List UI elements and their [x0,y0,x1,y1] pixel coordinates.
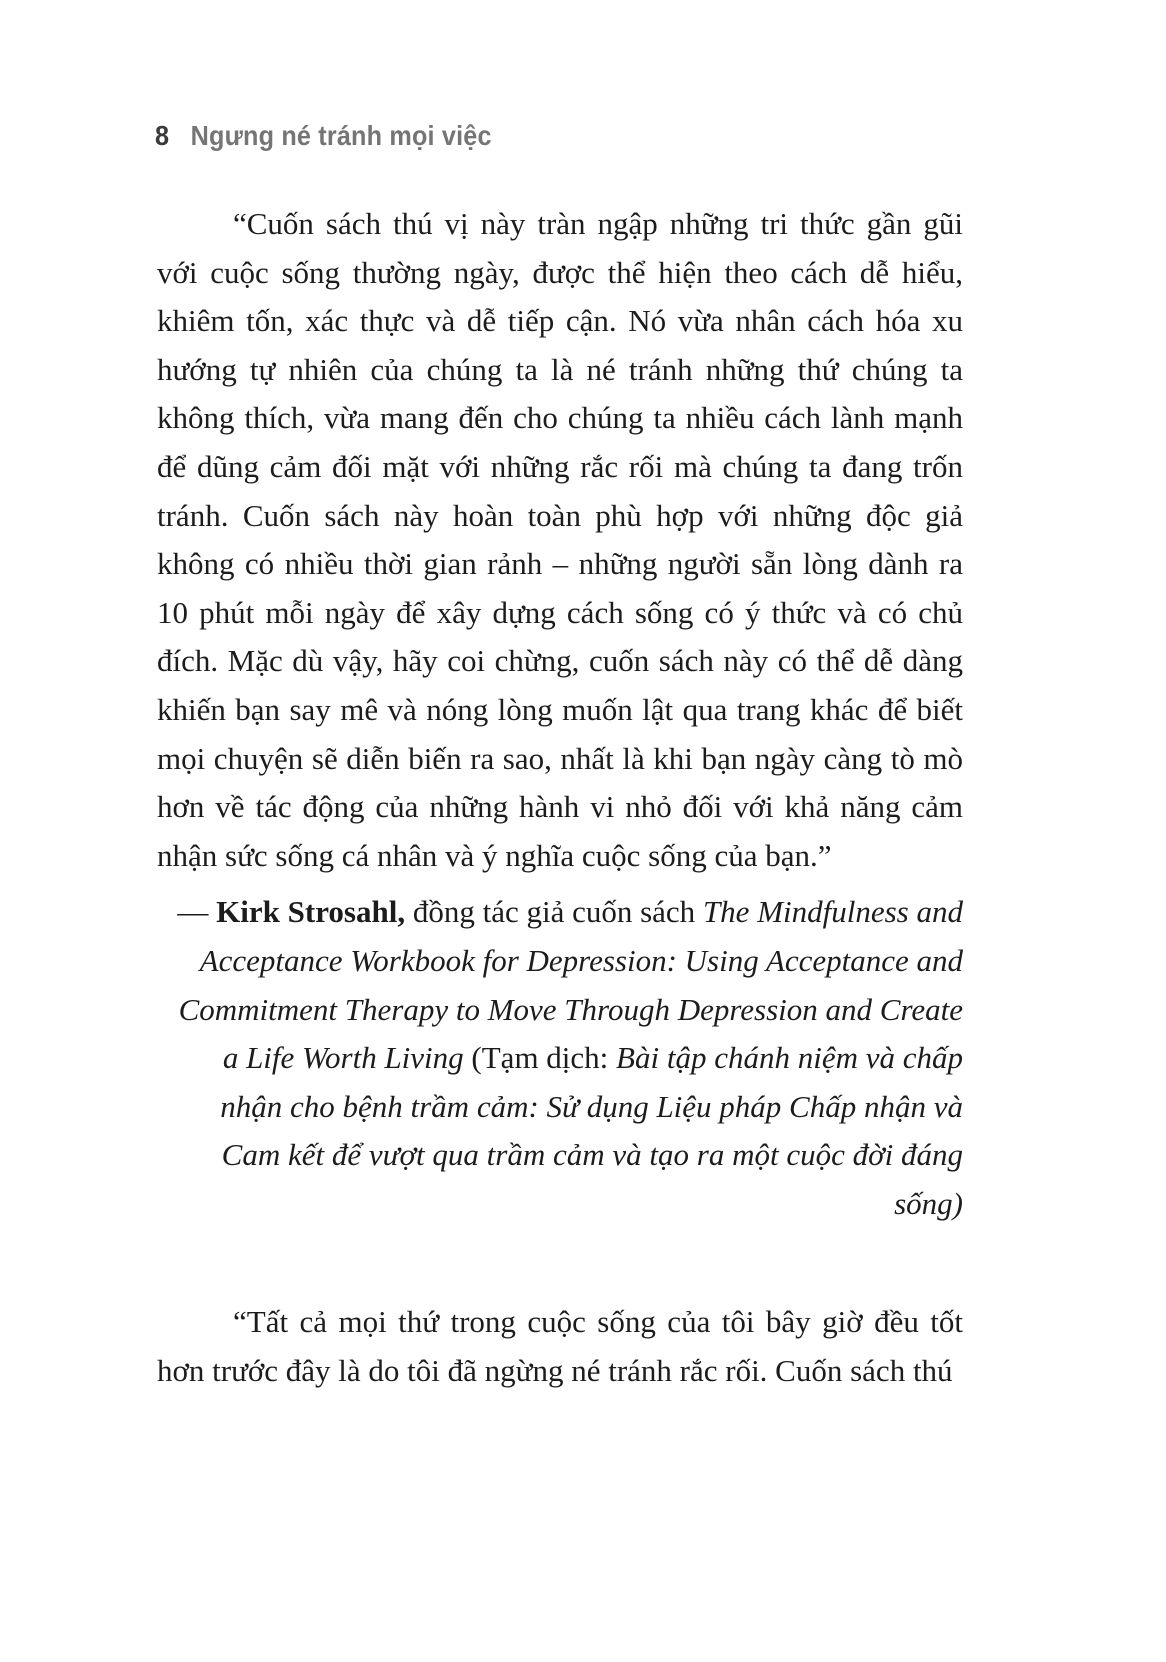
attribution-book-title-vietnamese: Bài tập chánh niệm và chấp nhận cho bệnh trầm cảm: Sử dụng Liệu pháp Chấp nhận và Cam kết để vượt qua trầm cảm và tạo ra một cuộc đời đáng sống) [220,1040,963,1221]
attribution-book-title-english: The Mindfulness and Acceptance Workbook for Depression: Using Acceptance and Commitment Therapy to Move Through Depression and Create a Life Worth Living [178,894,963,1076]
testimonial-1-quote: “Cuốn sách thú vị này tràn ngập những tri thức gần gũi với cuộc sống thường ngày, được thể hiện theo cách dễ hiểu, khiêm tốn, xác thực và dễ tiếp cận. Nó vừa nhân cách hóa xu hướng tự nhiên của chúng ta là né tránh những thứ chúng ta không thích, vừa mang đến cho chúng ta nhiều cách lành mạnh để dũng cảm đối mặt với những rắc rối mà chúng ta đang trốn tránh. Cuốn sách này hoàn toàn phù hợp với những độc giả không có nhiều thời gian rảnh – những người sẵn lòng dành ra 10 phút mỗi ngày để xây dựng cách sống có ý thức và có chủ đích. Mặc dù vậy, hãy coi chừng, cuốn sách này có thể dễ dàng khiến bạn say mê và nóng lòng muốn lật qua trang khác để biết mọi chuyện sẽ diễn biến ra sao, nhất là khi bạn ngày càng tò mò hơn về tác động của những hành vi nhỏ đối với khả năng cảm nhận sức sống cá nhân và ý nghĩa cuộc sống của bạn.” [157,206,963,873]
attribution-dash: — [177,894,217,930]
page-body [157,200,963,1396]
attribution-author: Kirk Strosahl, [216,894,406,930]
attribution-translation-label: (Tạm dịch: [463,1040,617,1076]
running-title: Ngưng né tránh mọi việc [190,120,492,151]
attribution-role: đồng tác giả cuốn sách [405,894,703,930]
running-header [155,122,492,150]
page-number: 8 [155,120,170,151]
testimonial-2-quote: “Tất cả mọi thứ trong cuộc sống của tôi bây giờ đều tốt hơn trước đây là do tôi đã ngừng né tránh rắc rối. Cuốn sách thú [157,1304,963,1389]
testimonial-1-attribution [157,888,963,1228]
